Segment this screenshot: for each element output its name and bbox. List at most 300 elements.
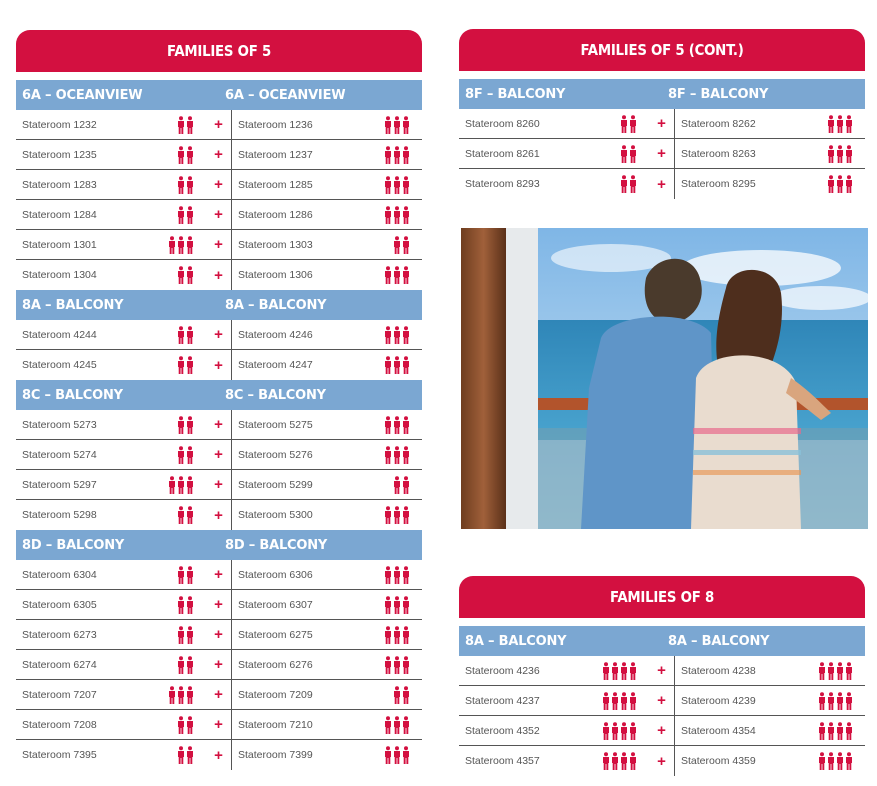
- plus-icon: +: [649, 169, 675, 199]
- person-icon: [836, 175, 844, 193]
- occupancy-icon-group: [393, 686, 410, 704]
- stateroom-label: Stateroom 4237: [465, 694, 540, 707]
- person-icon: [393, 116, 401, 134]
- stateroom-cell-right: [675, 169, 865, 199]
- person-icon: [620, 662, 628, 680]
- stateroom-cell-left: [16, 320, 206, 349]
- stateroom-row: [459, 656, 865, 686]
- person-icon: [402, 116, 410, 134]
- stateroom-cell-right: [232, 740, 422, 770]
- plus-icon: +: [206, 230, 232, 259]
- person-icon: [393, 416, 401, 434]
- stateroom-cell-left: [16, 110, 206, 139]
- person-icon: [620, 692, 628, 710]
- person-icon: [402, 626, 410, 644]
- stateroom-label: Stateroom 1232: [22, 118, 97, 131]
- person-icon: [629, 692, 637, 710]
- person-icon: [402, 236, 410, 254]
- occupancy-icon-group: [384, 356, 410, 374]
- person-icon: [186, 686, 194, 704]
- stateroom-row: [16, 140, 422, 170]
- plus-icon: +: [206, 470, 232, 499]
- occupancy-icon-group: [384, 176, 410, 194]
- stateroom-label: Stateroom 1235: [22, 148, 97, 161]
- stateroom-cell-left: [16, 590, 206, 619]
- occupancy-icon-group: [177, 416, 194, 434]
- plus-icon: +: [206, 200, 232, 229]
- occupancy-icon-group: [384, 326, 410, 344]
- stateroom-label: Stateroom 6276: [238, 658, 313, 671]
- stateroom-table: [459, 79, 865, 199]
- deck-label-left: 8A – BALCONY: [22, 297, 124, 313]
- person-icon: [384, 746, 392, 764]
- deck-section-header: [16, 80, 422, 110]
- deck-label-left: 8C – BALCONY: [22, 387, 123, 403]
- occupancy-icon-group: [827, 115, 853, 133]
- stateroom-cell-right: [232, 560, 422, 589]
- person-icon: [827, 662, 835, 680]
- stateroom-label: Stateroom 1237: [238, 148, 313, 161]
- couple-on-balcony-photo: [461, 228, 868, 529]
- occupancy-icon-group: [384, 446, 410, 464]
- person-icon: [177, 506, 185, 524]
- stateroom-label: Stateroom 1283: [22, 178, 97, 191]
- stateroom-label: Stateroom 5300: [238, 509, 313, 521]
- person-icon: [827, 115, 835, 133]
- occupancy-icon-group: [168, 686, 194, 704]
- plus-icon: +: [206, 320, 232, 349]
- stateroom-label: Stateroom 5298: [22, 509, 97, 521]
- person-icon: [611, 752, 619, 770]
- person-icon: [827, 175, 835, 193]
- person-icon: [402, 746, 410, 764]
- person-icon: [384, 146, 392, 164]
- stateroom-label: Stateroom 7209: [238, 688, 313, 701]
- stateroom-table: [16, 80, 422, 770]
- person-icon: [845, 752, 853, 770]
- stateroom-label: Stateroom 1284: [22, 208, 97, 221]
- person-icon: [393, 746, 401, 764]
- person-icon: [602, 752, 610, 770]
- stateroom-cell-right: [232, 230, 422, 259]
- stateroom-label: Stateroom 6273: [22, 628, 97, 641]
- occupancy-icon-group: [384, 206, 410, 224]
- person-icon: [177, 356, 185, 374]
- person-icon: [402, 506, 410, 524]
- person-icon: [393, 656, 401, 674]
- person-icon: [177, 116, 185, 134]
- occupancy-icon-group: [384, 506, 410, 524]
- stateroom-rows: [459, 656, 865, 776]
- person-icon: [384, 626, 392, 644]
- person-icon: [186, 146, 194, 164]
- stateroom-cell-right: [232, 470, 422, 499]
- stateroom-row: [459, 686, 865, 716]
- stateroom-row: [459, 746, 865, 776]
- person-icon: [177, 416, 185, 434]
- person-icon: [393, 686, 401, 704]
- stateroom-cell-right: [675, 746, 865, 776]
- person-icon: [845, 692, 853, 710]
- person-icon: [818, 662, 826, 680]
- person-icon: [177, 656, 185, 674]
- stateroom-cell-left: [16, 440, 206, 469]
- occupancy-icon-group: [177, 356, 194, 374]
- occupancy-icon-group: [177, 626, 194, 644]
- stateroom-row: [16, 350, 422, 380]
- stateroom-row: [16, 500, 422, 530]
- person-icon: [620, 722, 628, 740]
- stateroom-label: Stateroom 4244: [22, 328, 97, 341]
- occupancy-icon-group: [818, 722, 853, 740]
- person-icon: [393, 206, 401, 224]
- person-icon: [384, 596, 392, 614]
- stateroom-row: [459, 139, 865, 169]
- occupancy-icon-group: [827, 145, 853, 163]
- stateroom-label: Stateroom 4357: [465, 755, 540, 767]
- person-icon: [177, 446, 185, 464]
- person-icon: [384, 566, 392, 584]
- stateroom-label: Stateroom 4247: [238, 359, 313, 371]
- stateroom-cell-right: [232, 320, 422, 349]
- person-icon: [168, 236, 176, 254]
- occupancy-icon-group: [177, 716, 194, 734]
- person-icon: [384, 656, 392, 674]
- stateroom-cell-right: [232, 590, 422, 619]
- person-icon: [620, 752, 628, 770]
- person-icon: [186, 116, 194, 134]
- person-icon: [845, 722, 853, 740]
- deck-label-right: 8A – BALCONY: [668, 633, 770, 649]
- stateroom-row: [16, 710, 422, 740]
- stateroom-label: Stateroom 4359: [681, 755, 756, 767]
- person-icon: [845, 145, 853, 163]
- stateroom-cell-right: [232, 140, 422, 169]
- person-icon: [845, 115, 853, 133]
- deck-section-header: [16, 290, 422, 320]
- stateroom-cell-right: [232, 620, 422, 649]
- person-icon: [393, 146, 401, 164]
- deck-label-right: 8C – BALCONY: [225, 387, 326, 403]
- stateroom-label: Stateroom 6307: [238, 598, 313, 611]
- stateroom-label: Stateroom 8295: [681, 178, 756, 190]
- person-icon: [384, 506, 392, 524]
- person-icon: [177, 596, 185, 614]
- occupancy-icon-group: [177, 746, 194, 764]
- stateroom-row: [16, 590, 422, 620]
- person-icon: [186, 356, 194, 374]
- stateroom-label: Stateroom 5299: [238, 478, 313, 491]
- stateroom-cell-left: [16, 710, 206, 739]
- occupancy-icon-group: [602, 722, 637, 740]
- person-icon: [827, 752, 835, 770]
- person-icon: [602, 722, 610, 740]
- stateroom-row: [16, 410, 422, 440]
- stateroom-rows: [16, 110, 422, 290]
- plus-icon: +: [206, 680, 232, 709]
- person-icon: [629, 145, 637, 163]
- person-icon: [836, 145, 844, 163]
- stateroom-cell-left: [459, 716, 649, 745]
- stateroom-row: [459, 716, 865, 746]
- person-icon: [402, 446, 410, 464]
- person-icon: [384, 446, 392, 464]
- plus-icon: +: [206, 410, 232, 439]
- person-icon: [393, 176, 401, 194]
- occupancy-icon-group: [168, 476, 194, 494]
- occupancy-icon-group: [384, 746, 410, 764]
- person-icon: [836, 752, 844, 770]
- person-icon: [186, 266, 194, 284]
- person-icon: [402, 416, 410, 434]
- person-icon: [177, 326, 185, 344]
- person-icon: [384, 266, 392, 284]
- person-icon: [827, 722, 835, 740]
- families-of-5-cont-panel: [459, 29, 865, 199]
- stateroom-row: [16, 680, 422, 710]
- stateroom-cell-right: [232, 410, 422, 439]
- person-icon: [186, 716, 194, 734]
- person-icon: [402, 146, 410, 164]
- person-icon: [402, 596, 410, 614]
- stateroom-cell-right: [232, 110, 422, 139]
- plus-icon: +: [206, 350, 232, 380]
- person-icon: [629, 115, 637, 133]
- plus-icon: +: [649, 746, 675, 776]
- person-icon: [177, 236, 185, 254]
- stateroom-label: Stateroom 4352: [465, 724, 540, 737]
- person-icon: [402, 476, 410, 494]
- stateroom-cell-right: [675, 656, 865, 685]
- occupancy-icon-group: [384, 716, 410, 734]
- deck-section-header: [459, 79, 865, 109]
- stateroom-row: [16, 320, 422, 350]
- person-icon: [186, 446, 194, 464]
- occupancy-icon-group: [177, 116, 194, 134]
- stateroom-label: Stateroom 4238: [681, 664, 756, 677]
- stateroom-cell-left: [16, 170, 206, 199]
- person-icon: [827, 692, 835, 710]
- person-icon: [402, 716, 410, 734]
- occupancy-icon-group: [818, 752, 853, 770]
- stateroom-cell-right: [675, 716, 865, 745]
- person-icon: [629, 752, 637, 770]
- person-icon: [818, 692, 826, 710]
- stateroom-row: [16, 440, 422, 470]
- panel-title: FAMILIES OF 5: [44, 30, 393, 72]
- stateroom-cell-right: [232, 260, 422, 290]
- person-icon: [402, 686, 410, 704]
- stateroom-cell-left: [16, 260, 206, 290]
- person-icon: [384, 716, 392, 734]
- person-icon: [186, 236, 194, 254]
- families-of-8-panel: [459, 576, 865, 776]
- stateroom-cell-right: [675, 109, 865, 138]
- person-icon: [186, 206, 194, 224]
- occupancy-icon-group: [620, 145, 637, 163]
- stateroom-cell-left: [16, 350, 206, 380]
- stateroom-row: [16, 110, 422, 140]
- stateroom-label: Stateroom 7208: [22, 718, 97, 731]
- occupancy-icon-group: [602, 752, 637, 770]
- occupancy-icon-group: [177, 506, 194, 524]
- deck-label-left: 8A – BALCONY: [465, 633, 567, 649]
- plus-icon: +: [649, 139, 675, 168]
- stateroom-cell-right: [232, 500, 422, 530]
- occupancy-icon-group: [818, 662, 853, 680]
- stateroom-row: [16, 470, 422, 500]
- person-icon: [611, 662, 619, 680]
- person-icon: [620, 175, 628, 193]
- person-icon: [177, 146, 185, 164]
- person-icon: [186, 476, 194, 494]
- occupancy-icon-group: [384, 416, 410, 434]
- person-icon: [384, 356, 392, 374]
- stateroom-label: Stateroom 4354: [681, 724, 756, 737]
- person-icon: [602, 692, 610, 710]
- deck-label-right: 8F – BALCONY: [668, 86, 769, 102]
- stateroom-label: Stateroom 1306: [238, 269, 313, 281]
- occupancy-icon-group: [384, 146, 410, 164]
- stateroom-cell-left: [459, 656, 649, 685]
- stateroom-label: Stateroom 8263: [681, 147, 756, 160]
- person-icon: [845, 175, 853, 193]
- stateroom-label: Stateroom 8261: [465, 147, 540, 160]
- occupancy-icon-group: [177, 326, 194, 344]
- occupancy-icon-group: [393, 236, 410, 254]
- occupancy-icon-group: [384, 596, 410, 614]
- person-icon: [384, 416, 392, 434]
- person-icon: [393, 326, 401, 344]
- stateroom-rows: [459, 109, 865, 199]
- panel-title: FAMILIES OF 8: [487, 576, 836, 618]
- person-icon: [384, 206, 392, 224]
- occupancy-icon-group: [384, 566, 410, 584]
- stateroom-cell-left: [16, 650, 206, 679]
- stateroom-cell-left: [16, 470, 206, 499]
- plus-icon: +: [206, 650, 232, 679]
- person-icon: [827, 145, 835, 163]
- person-icon: [177, 176, 185, 194]
- stateroom-cell-right: [675, 686, 865, 715]
- plus-icon: +: [649, 656, 675, 685]
- person-icon: [818, 722, 826, 740]
- stateroom-label: Stateroom 1285: [238, 178, 313, 191]
- person-icon: [402, 656, 410, 674]
- person-icon: [393, 626, 401, 644]
- person-icon: [620, 115, 628, 133]
- person-icon: [402, 206, 410, 224]
- person-icon: [186, 596, 194, 614]
- occupancy-icon-group: [177, 446, 194, 464]
- stateroom-table: [459, 626, 865, 776]
- stateroom-label: Stateroom 7399: [238, 749, 313, 761]
- person-icon: [177, 686, 185, 704]
- occupancy-icon-group: [177, 206, 194, 224]
- stateroom-row: [16, 740, 422, 770]
- person-icon: [384, 176, 392, 194]
- plus-icon: +: [649, 109, 675, 138]
- stateroom-label: Stateroom 4245: [22, 359, 97, 371]
- stateroom-cell-left: [459, 109, 649, 138]
- occupancy-icon-group: [384, 656, 410, 674]
- stateroom-cell-left: [16, 230, 206, 259]
- stateroom-row: [16, 170, 422, 200]
- occupancy-icon-group: [827, 175, 853, 193]
- stateroom-label: Stateroom 5297: [22, 478, 97, 491]
- person-icon: [168, 476, 176, 494]
- plus-icon: +: [206, 620, 232, 649]
- person-icon: [186, 626, 194, 644]
- stateroom-cell-left: [459, 169, 649, 199]
- person-icon: [629, 175, 637, 193]
- stateroom-cell-left: [16, 560, 206, 589]
- plus-icon: +: [206, 560, 232, 589]
- person-icon: [177, 626, 185, 644]
- stateroom-cell-right: [232, 650, 422, 679]
- stateroom-label: Stateroom 1303: [238, 238, 313, 251]
- stateroom-label: Stateroom 1304: [22, 269, 97, 281]
- occupancy-icon-group: [818, 692, 853, 710]
- person-icon: [402, 356, 410, 374]
- stateroom-cell-left: [16, 500, 206, 530]
- plus-icon: +: [206, 710, 232, 739]
- plus-icon: +: [206, 590, 232, 619]
- person-icon: [836, 722, 844, 740]
- stateroom-label: Stateroom 5276: [238, 448, 313, 461]
- person-icon: [393, 476, 401, 494]
- person-icon: [393, 566, 401, 584]
- person-icon: [402, 326, 410, 344]
- stateroom-cell-left: [459, 686, 649, 715]
- person-icon: [402, 566, 410, 584]
- person-icon: [177, 566, 185, 584]
- plus-icon: +: [206, 740, 232, 770]
- person-icon: [384, 326, 392, 344]
- stateroom-rows: [16, 560, 422, 770]
- plus-icon: +: [206, 440, 232, 469]
- person-icon: [611, 692, 619, 710]
- stateroom-row: [459, 109, 865, 139]
- stateroom-cell-left: [16, 680, 206, 709]
- person-icon: [393, 236, 401, 254]
- person-icon: [393, 506, 401, 524]
- stateroom-label: Stateroom 8262: [681, 117, 756, 130]
- occupancy-icon-group: [177, 596, 194, 614]
- stateroom-label: Stateroom 6306: [238, 568, 313, 581]
- stateroom-label: Stateroom 6275: [238, 628, 313, 641]
- person-icon: [611, 722, 619, 740]
- stateroom-rows: [16, 320, 422, 380]
- stateroom-label: Stateroom 5273: [22, 418, 97, 431]
- stateroom-row: [459, 169, 865, 199]
- occupancy-icon-group: [384, 116, 410, 134]
- plus-icon: +: [649, 686, 675, 715]
- families-of-5-panel: [16, 30, 422, 770]
- occupancy-icon-group: [177, 566, 194, 584]
- stateroom-label: Stateroom 6305: [22, 598, 97, 611]
- person-icon: [177, 716, 185, 734]
- stateroom-row: [16, 200, 422, 230]
- person-icon: [186, 656, 194, 674]
- stateroom-cell-right: [675, 139, 865, 168]
- person-icon: [402, 176, 410, 194]
- stateroom-cell-left: [16, 620, 206, 649]
- stateroom-row: [16, 650, 422, 680]
- person-icon: [620, 145, 628, 163]
- person-icon: [393, 596, 401, 614]
- stateroom-cell-left: [16, 200, 206, 229]
